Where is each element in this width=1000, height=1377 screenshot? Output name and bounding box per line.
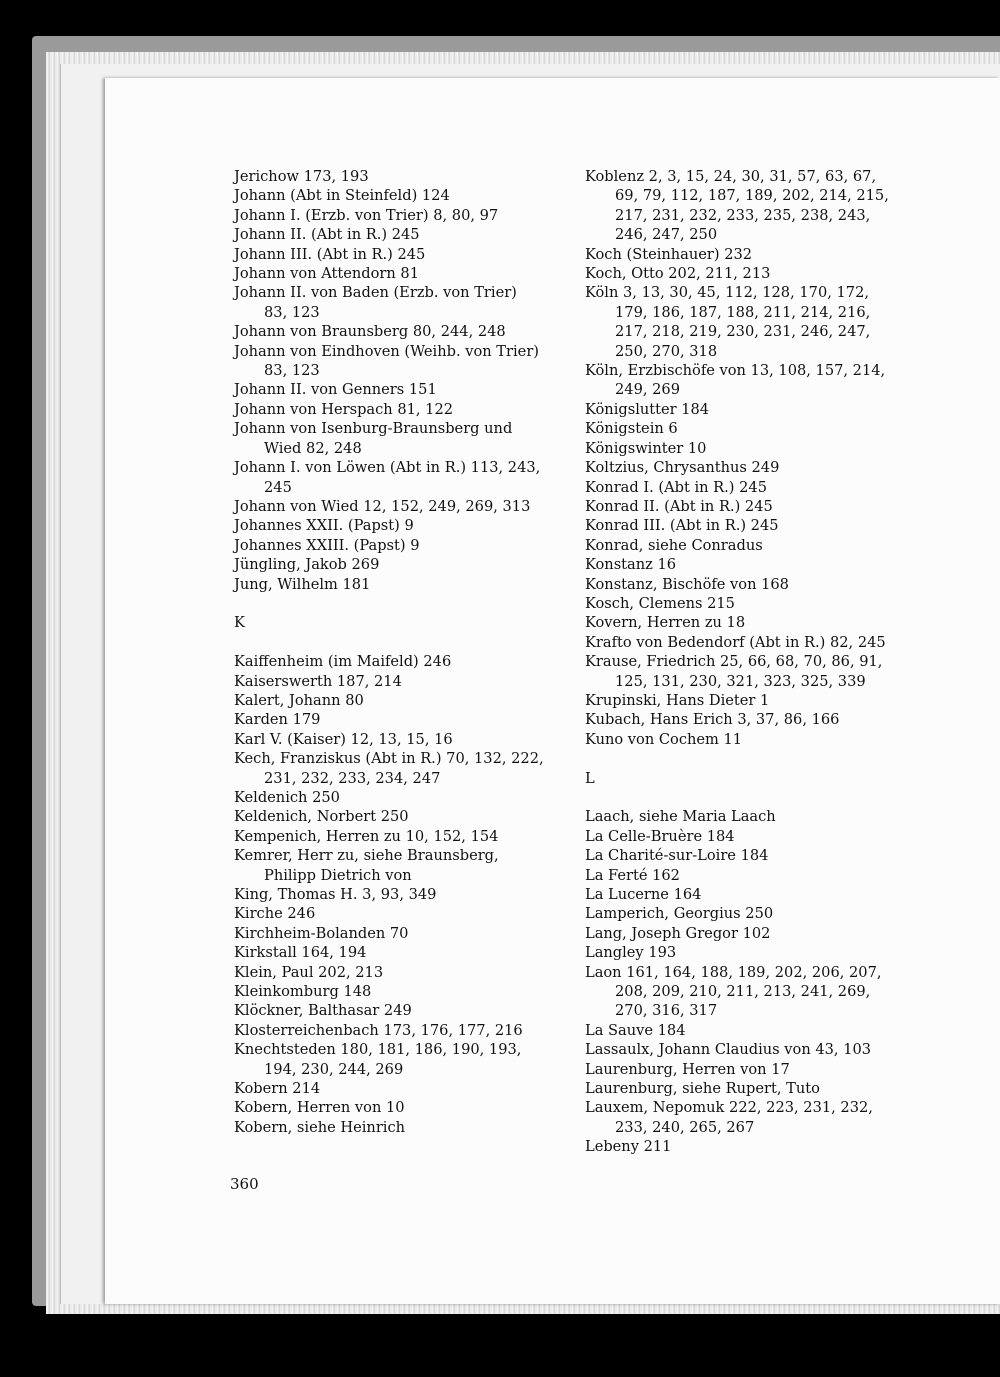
index-entry: La Ferté 162 — [585, 866, 680, 884]
index-entry: Kempenich, Herren zu 10, 152, 154 — [234, 827, 499, 845]
index-entry: Kaiffenheim (im Maifeld) 246 — [234, 653, 452, 671]
index-entry: Kemrer, Herr zu, siehe Braunsberg, Philipp Dietrich von — [234, 847, 499, 884]
index-entry: Keldenich 250 — [234, 788, 340, 806]
index-entry: Johann II. von Baden (Erzb. von Trier) 83, 123 — [234, 284, 517, 321]
index-entry: Johann von Herspach 81, 122 — [234, 400, 454, 418]
index-column-left — [234, 167, 544, 1137]
index-entry: Keldenich, Norbert 250 — [234, 808, 409, 826]
index-entry: Kleinkomburg 148 — [234, 983, 372, 1001]
index-entry: Kobern, Herren von 10 — [234, 1099, 405, 1117]
section-letter: L — [585, 769, 595, 787]
index-entry: Kirchheim-Bolanden 70 — [234, 924, 409, 942]
index-entry: Köln 3, 13, 30, 45, 112, 128, 170, 172, 179, 186, 187, 188, 211, 214, 216, 217, 218, 219, 230, 231, 246, 247, 250, 270, 318 — [585, 284, 871, 360]
index-entry: Konrad II. (Abt in R.) 245 — [585, 497, 773, 515]
index-entry: Karden 179 — [234, 711, 321, 729]
index-entry: Kobern 214 — [234, 1080, 321, 1098]
index-entry: Langley 193 — [585, 944, 677, 962]
index-entry: Königslutter 184 — [585, 400, 710, 418]
index-entry: Konrad I. (Abt in R.) 245 — [585, 478, 767, 496]
index-entry: Lang, Joseph Gregor 102 — [585, 924, 771, 942]
index-entry: Koblenz 2, 3, 15, 24, 30, 31, 57, 63, 67, 69, 79, 112, 187, 189, 202, 214, 215, 217, 231, 232, 233, 235, 238, 243, 246, 247, 250 — [585, 168, 889, 244]
section-letter: K — [234, 614, 245, 632]
index-entry: Johannes XXIII. (Papst) 9 — [234, 536, 420, 554]
spacer — [234, 633, 544, 652]
index-entry: Johann II. von Genners 151 — [234, 381, 437, 399]
index-entry: Johann von Attendorn 81 — [234, 265, 420, 283]
index-entry: Kirkstall 164, 194 — [234, 944, 367, 962]
index-entry: Johann (Abt in Steinfeld) 124 — [234, 187, 450, 205]
index-entry: Laach, siehe Maria Laach — [585, 808, 776, 826]
index-entry: Kaiserswerth 187, 214 — [234, 672, 402, 690]
index-list-right — [585, 167, 895, 1157]
index-entry: King, Thomas H. 3, 93, 349 — [234, 886, 437, 903]
index-entry: Klein, Paul 202, 213 — [234, 963, 384, 981]
index-entry: Johann I. von Löwen (Abt in R.) 113, 243, 245 — [234, 459, 541, 496]
index-entry: Johann II. (Abt in R.) 245 — [234, 226, 420, 244]
index-entry: Kovern, Herren zu 18 — [585, 614, 746, 632]
index-entry: Koch, Otto 202, 211, 213 — [585, 265, 771, 283]
index-entry: Konrad, siehe Conradus — [585, 536, 763, 554]
index-entry: Konstanz, Bischöfe von 168 — [585, 575, 789, 593]
index-entry: Johann von Eindhoven (Weihb. von Trier) 83, 123 — [234, 342, 539, 380]
index-entry: La Sauve 184 — [585, 1021, 686, 1039]
index-entry: Lauxem, Nepomuk 222, 223, 231, 232, 233, 240, 265, 267 — [585, 1099, 873, 1136]
index-entry: Krafto von Bedendorf (Abt in R.) 82, 245 — [585, 633, 886, 651]
index-entry: Karl V. (Kaiser) 12, 13, 15, 16 — [234, 730, 453, 748]
index-entry: Laurenburg, Herren von 17 — [585, 1060, 790, 1078]
index-entry: Johann von Wied 12, 152, 249, 269, 313 — [234, 497, 531, 515]
index-entry: Kirche 246 — [234, 905, 316, 923]
index-entry: Kalert, Johann 80 — [234, 691, 364, 709]
index-entry: Johann I. (Erzb. von Trier) 8, 80, 97 — [234, 206, 499, 224]
index-entry: Johannes XXII. (Papst) 9 — [234, 517, 414, 535]
index-entry: Laurenburg, siehe Rupert, Tuto — [585, 1080, 820, 1098]
index-entry: La Celle-Bruère 184 — [585, 827, 735, 845]
index-entry: Krupinski, Hans Dieter 1 — [585, 691, 770, 709]
index-entry: Lassaulx, Johann Claudius von 43, 103 — [585, 1041, 872, 1059]
index-entry: La Lucerne 164 — [585, 886, 702, 903]
index-entry: Königstein 6 — [585, 420, 678, 438]
index-entry: Johann von Isenburg-Braunsberg und Wied 82, 248 — [234, 420, 513, 457]
index-column-right — [585, 167, 895, 1157]
index-entry: Johann von Braunsberg 80, 244, 248 — [234, 323, 506, 341]
spacer — [234, 594, 544, 613]
index-entry: Jung, Wilhelm 181 — [234, 575, 371, 593]
index-entry: La Charité-sur-Loire 184 — [585, 847, 769, 865]
index-list-left — [234, 167, 544, 1137]
index-entry: Königswinter 10 — [585, 439, 707, 457]
index-entry: Koch (Steinhauer) 232 — [585, 245, 753, 263]
index-entry: Klöckner, Balthasar 249 — [234, 1002, 412, 1020]
index-entry: Kobern, siehe Heinrich — [234, 1118, 406, 1136]
index-entry: Knechtsteden 180, 181, 186, 190, 193, 194, 230, 244, 269 — [234, 1041, 522, 1078]
index-entry: Laon 161, 164, 188, 189, 202, 206, 207, 208, 209, 210, 211, 213, 241, 269, 270, 316, 317 — [585, 963, 882, 1020]
index-entry: Lamperich, Georgius 250 — [585, 905, 774, 923]
page-number: 360 — [230, 1175, 259, 1193]
index-entry: Konrad III. (Abt in R.) 245 — [585, 517, 779, 535]
spacer — [585, 788, 895, 807]
index-entry: Krause, Friedrich 25, 66, 68, 70, 86, 91, 125, 131, 230, 321, 323, 325, 339 — [585, 653, 883, 690]
index-entry: Kosch, Clemens 215 — [585, 594, 735, 612]
index-entry: Köln, Erzbischöfe von 13, 108, 157, 214, 249, 269 — [585, 362, 886, 399]
index-entry: Jerichow 173, 193 — [234, 168, 369, 185]
index-entry: Jüngling, Jakob 269 — [234, 556, 380, 574]
index-entry: Johann III. (Abt in R.) 245 — [234, 245, 426, 263]
index-entry: Klosterreichenbach 173, 176, 177, 216 — [234, 1021, 523, 1039]
index-entry: Kech, Franziskus (Abt in R.) 70, 132, 222, 231, 232, 233, 234, 247 — [234, 750, 544, 787]
index-entry: Kubach, Hans Erich 3, 37, 86, 166 — [585, 711, 840, 729]
index-entry: Lebeny 211 — [585, 1138, 672, 1156]
spacer — [585, 749, 895, 768]
index-entry: Konstanz 16 — [585, 556, 677, 574]
index-entry: Koltzius, Chrysanthus 249 — [585, 459, 780, 477]
index-entry: Kuno von Cochem 11 — [585, 730, 743, 748]
